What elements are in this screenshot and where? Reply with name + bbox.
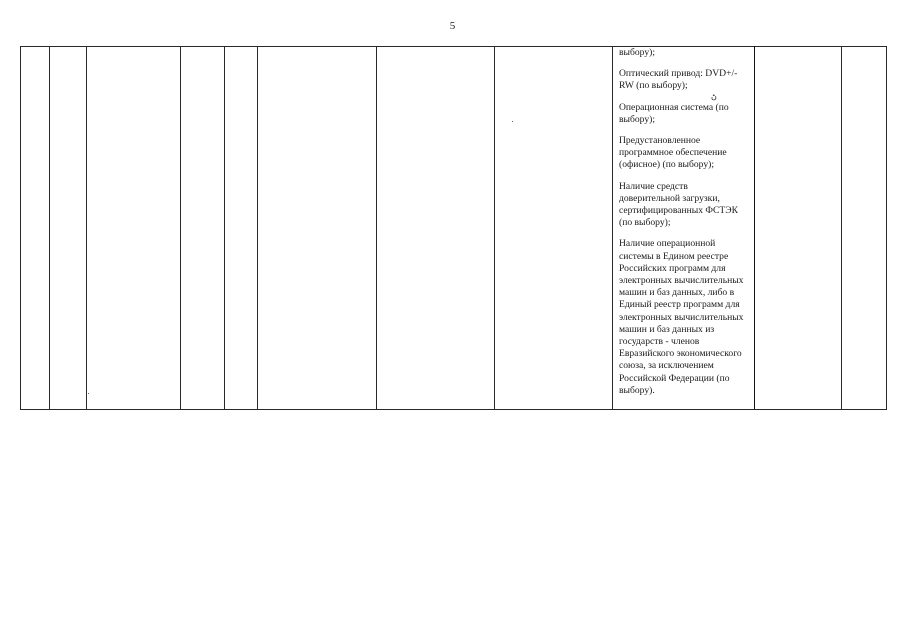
table-cell-col3 (87, 47, 181, 410)
table-cell-col6 (258, 47, 377, 410)
table-cell-col2 (50, 47, 87, 410)
description-item-trusted-boot: Наличие средств доверительной загрузки, сертифицированных ФСТЭК (по выбору); (619, 180, 738, 229)
pen-mark: ڻ (711, 92, 717, 101)
description-item-optical-drive: Оптический привод: DVD+/- RW (по выбору); (619, 68, 738, 92)
scan-speck (512, 121, 513, 122)
table-row (21, 47, 887, 410)
characteristics-description-cell (613, 47, 755, 410)
table-cell-col1 (21, 47, 50, 410)
specification-table (20, 46, 887, 410)
description-item-continuation: выбору); (619, 47, 655, 58)
page-number: 5 (449, 20, 456, 32)
table-cell-col5 (225, 47, 258, 410)
description-item-preinstalled-software: Предустановленное программное обеспечение (офисное) (по выбору); (619, 135, 727, 171)
table-cell-col4 (181, 47, 225, 410)
table-cell-col10 (755, 47, 842, 410)
table-cell-col7 (377, 47, 495, 410)
description-item-operating-system: Операционная система (по выбору); (619, 101, 729, 125)
scan-speck (88, 393, 89, 394)
table-cell-col8 (495, 47, 613, 410)
description-item-os-registry: Наличие операционной системы в Едином реестре Российских программ для электронных вычислительных машин и баз данных, либо в Единый реестр программ для электронных вычислительных машин и баз данных из государств - членов Евразийского экономического союза, за исключением Российской Федерации (по выбору). (619, 238, 744, 396)
table-cell-col11 (842, 47, 887, 410)
